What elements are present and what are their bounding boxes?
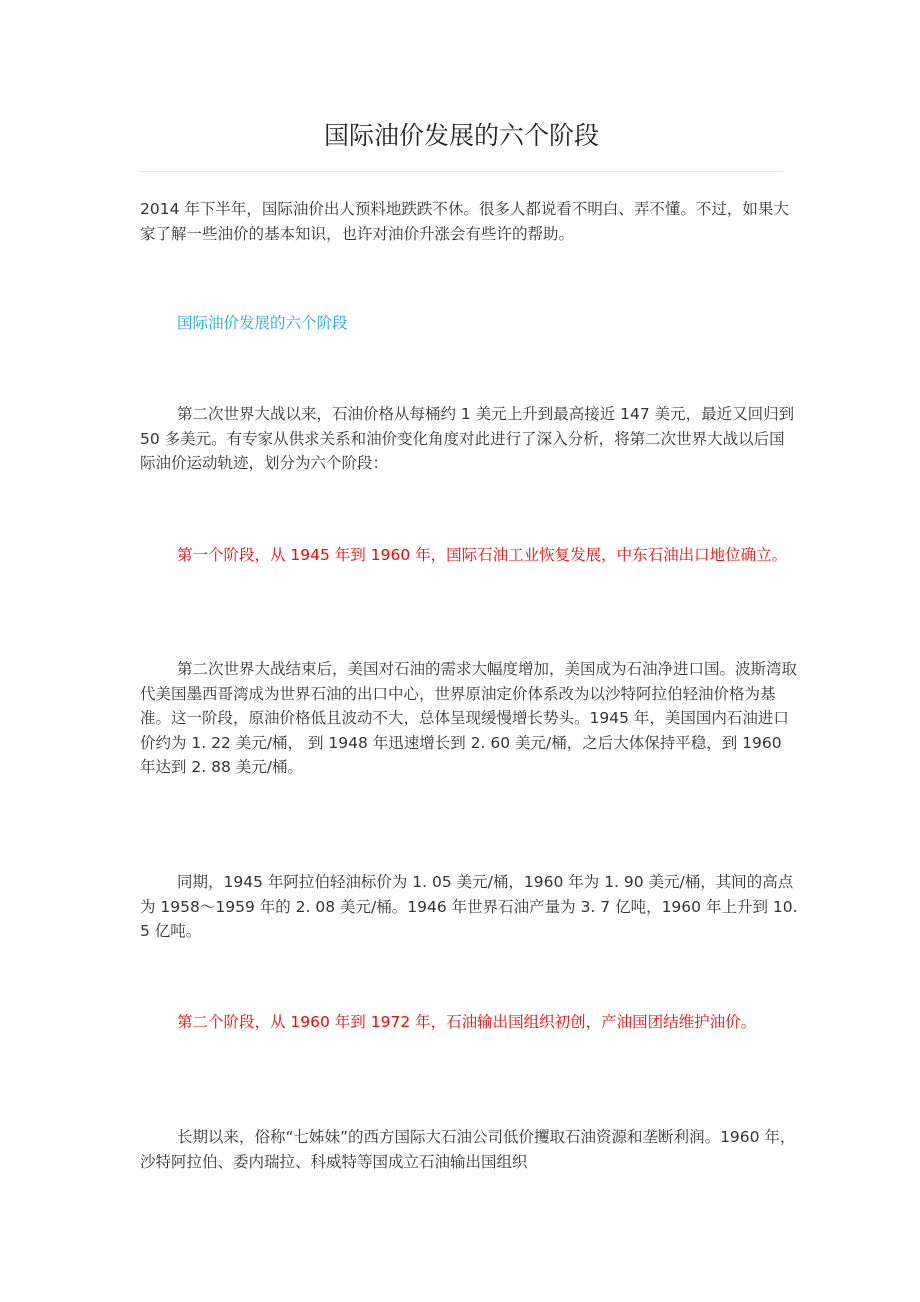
stage-two-heading: 第二个阶段，从 1960 年到 1972 年，石油输出国组织初创，产油国团结维护油价。 bbox=[177, 1013, 757, 1031]
title-divider bbox=[140, 171, 783, 172]
section-heading: 国际油价发展的六个阶段 bbox=[177, 314, 348, 332]
stage-one-heading: 第一个阶段，从 1945 年到 1960 年，国际石油工业恢复发展，中东石油出口地位确立。 bbox=[177, 546, 788, 564]
paragraph-stage-two-detail: 长期以来，俗称“七姊妹”的西方国际大石油公司低价攫取石油资源和垄断利润。1960 年，沙特阿拉伯、委内瑞拉、科威特等国成立石油输出国组织 bbox=[140, 1128, 796, 1171]
paragraph-stage-one-arab-light: 同期，1945 年阿拉伯轻油标价为 1. 05 美元/桶，1960 年为 1. 90 美元/桶，其间的高点为 1958～1959 年的 2. 08 美元/桶。1946 年世界石油产量为 3. 7 亿吨，1960 年上升到 10. 5 亿吨。 bbox=[140, 873, 798, 940]
paragraph-overview: 第二次世界大战以来，石油价格从每桶约 1 美元上升到最高接近 147 美元，最近又回归到 50 多美元。有专家从供求关系和油价变化角度对此进行了深入分析，将第二次世界大战以后国际油价运动轨迹，划分为六个阶段： bbox=[140, 405, 795, 472]
document-title: 国际油价发展的六个阶段 bbox=[323, 121, 599, 150]
paragraph-stage-one-detail: 第二次世界大战结束后，美国对石油的需求大幅度增加，美国成为石油净进口国。波斯湾取代美国墨西哥湾成为世界石油的出口中心，世界原油定价体系改为以沙特阿拉伯轻油价格为基准。这一阶段，原油价格低且波动不大，总体呈现缓慢增长势头。1945 年，美国国内石油进口价约为 1. 22 美元/桶， 到 1948 年迅速增长到 2. 60 美元/桶，之后大体保持平稳，到 1960 年达到 2. 88 美元/桶。 bbox=[140, 660, 798, 776]
intro-paragraph: 2014 年下半年，国际油价出人预料地跌跌不休。很多人都说看不明白、弄不懂。不过，如果大家了解一些油价的基本知识，也许对油价升涨会有些许的帮助。 bbox=[140, 200, 789, 243]
